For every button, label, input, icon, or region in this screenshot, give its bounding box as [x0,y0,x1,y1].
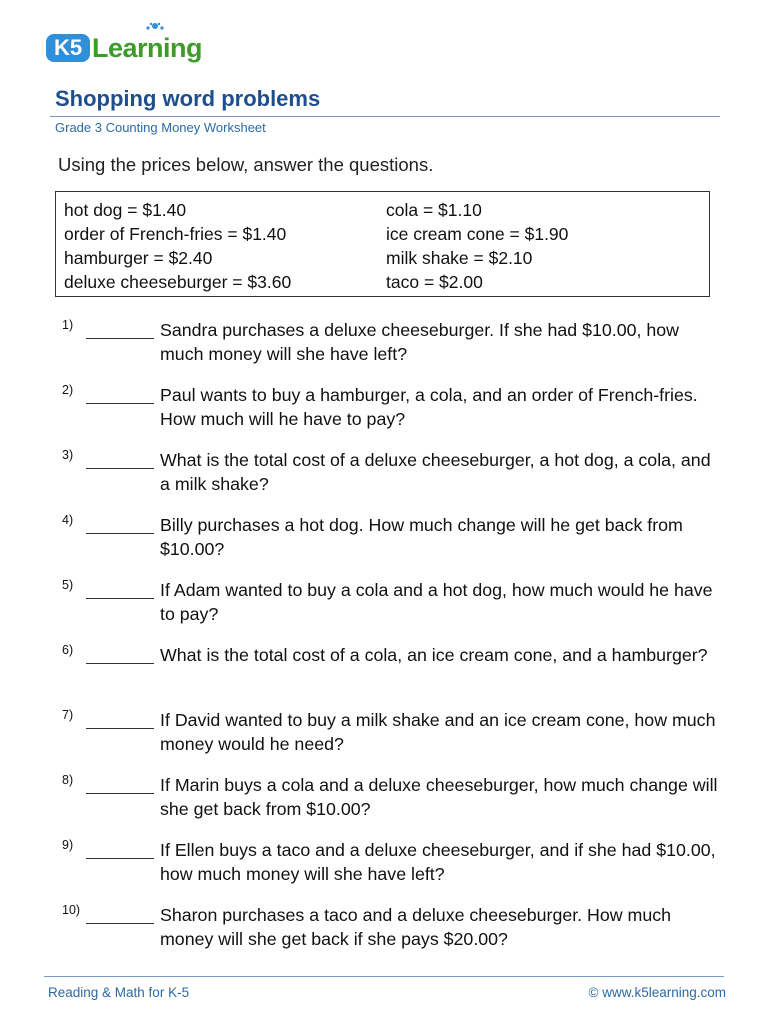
price-item: hot dog = $1.40 [64,200,187,220]
question-text: Sandra purchases a deluxe cheeseburger. If she had $10.00, how much money will she have left? [160,320,679,364]
question-text: What is the total cost of a cola, an ice cream cone, and a hamburger? [160,645,708,665]
price-column-right [386,198,568,294]
question-9 [62,838,722,894]
question-text: If Adam wanted to buy a cola and a hot dog, how much would he have to pay? [160,580,713,624]
price-column-left [64,198,291,294]
answer-blank[interactable] [86,403,154,404]
question-number: 7) [62,708,74,722]
price-item: order of French-fries = $1.40 [64,224,287,244]
instructions: Using the prices below, answer the questions. [58,154,434,175]
question-5 [62,578,722,634]
question-number: 10) [62,903,81,917]
logo-k5-badge: K5 [46,34,90,62]
answer-blank[interactable] [86,533,154,534]
question-text: If Marin buys a cola and a deluxe cheeseburger, how much change will she get back from $10.00? [160,775,718,819]
question-number: 3) [62,448,74,462]
question-1 [62,318,722,374]
question-8 [62,773,722,829]
question-number: 2) [62,383,74,397]
price-list-box [55,191,710,297]
question-10 [62,903,722,959]
price-item: ice cream cone = $1.90 [386,224,569,244]
question-number: 4) [62,513,74,527]
question-text: Paul wants to buy a hamburger, a cola, and an order of French-fries. How much will he have to pay? [160,385,698,429]
answer-blank[interactable] [86,598,154,599]
logo-learning-text: Learning [92,33,203,63]
answer-blank[interactable] [86,858,154,859]
question-number: 8) [62,773,74,787]
question-text: If David wanted to buy a milk shake and an ice cream cone, how much money would he need? [160,710,716,754]
k5-learning-logo [44,22,204,68]
question-text: Billy purchases a hot dog. How much change will he get back from $10.00? [160,515,683,559]
answer-blank[interactable] [86,923,154,924]
question-number: 5) [62,578,74,592]
question-2 [62,383,722,439]
answer-blank[interactable] [86,728,154,729]
page-title: Shopping word problems [55,86,321,111]
answer-blank[interactable] [86,663,154,664]
footer-website-link[interactable]: © www.k5learning.com [588,985,726,1000]
question-number: 9) [62,838,74,852]
price-item: cola = $1.10 [386,200,482,220]
page-subtitle: Grade 3 Counting Money Worksheet [55,120,266,135]
answer-blank[interactable] [86,468,154,469]
footer-tagline: Reading & Math for K-5 [48,985,190,1000]
question-4 [62,513,722,569]
question-6 [62,643,722,699]
question-text: What is the total cost of a deluxe cheeseburger, a hot dog, a cola, and a milk shake? [160,450,711,494]
header-divider [50,116,720,117]
price-item: taco = $2.00 [386,272,483,292]
question-text: If Ellen buys a taco and a deluxe cheeseburger, and if she had $10.00, how much money will she have left? [160,840,716,884]
question-number: 6) [62,643,74,657]
price-item: hamburger = $2.40 [64,248,213,268]
logo-figure-icon [144,22,166,40]
question-text: Sharon purchases a taco and a deluxe cheeseburger. How much money will she get back if she pays $20.00? [160,905,672,949]
question-3 [62,448,722,504]
answer-blank[interactable] [86,793,154,794]
question-number: 1) [62,318,74,332]
price-item: deluxe cheeseburger = $3.60 [64,272,292,292]
question-7 [62,708,722,764]
answer-blank[interactable] [86,338,154,339]
footer-divider [44,976,724,977]
price-item: milk shake = $2.10 [386,248,533,268]
